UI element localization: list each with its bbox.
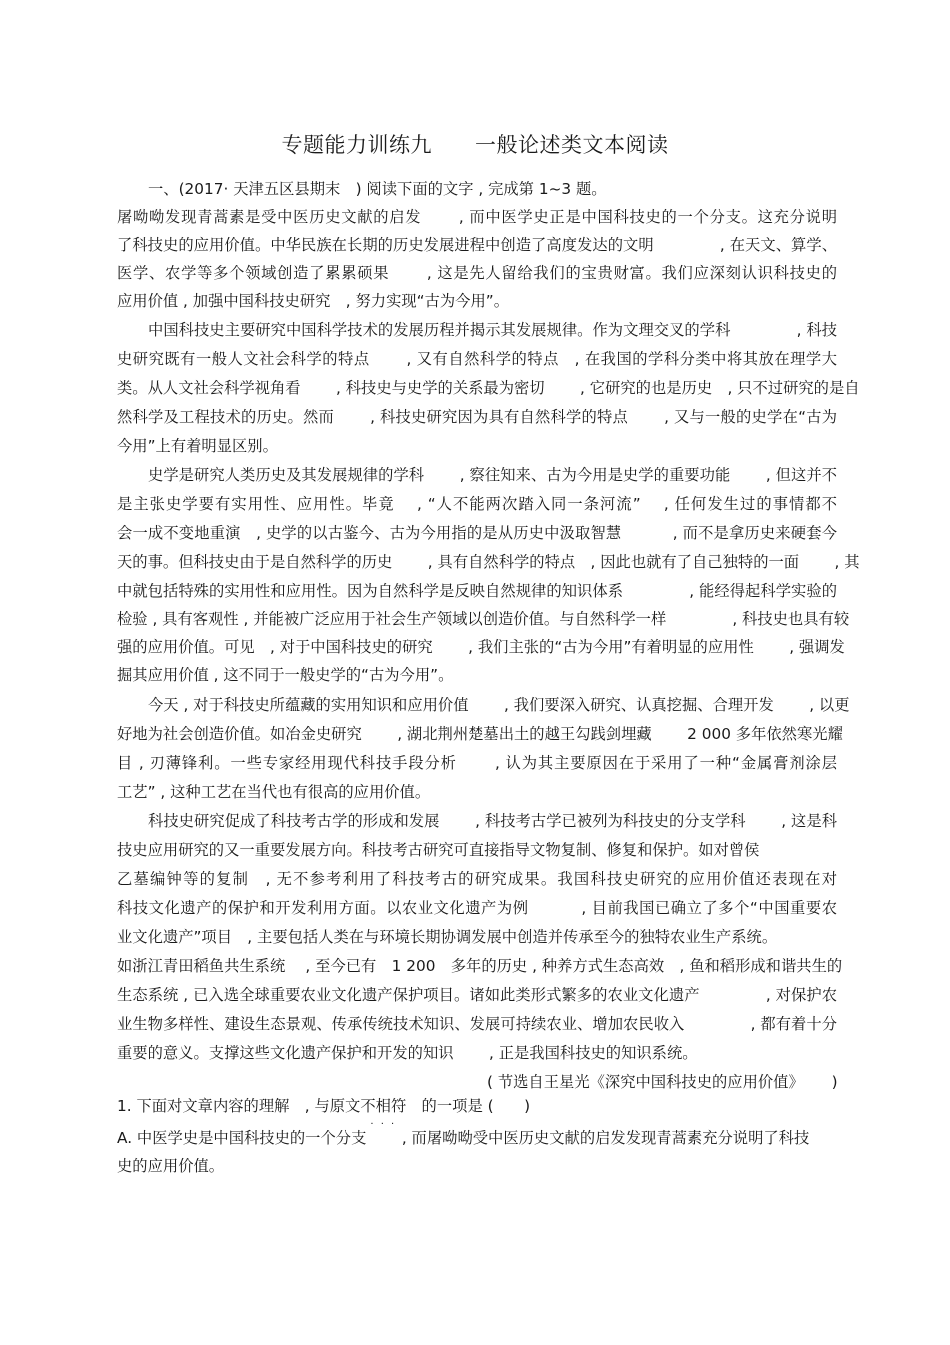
paragraph-2-line: 中国科技史主要研究中国科学技术的发展历程并揭示其发展规律。作为文理交叉的学科 , 科技 (148, 321, 837, 339)
paragraph-2-line: 史研究既有一般人文社会科学的特点 , 又有自然科学的特点 , 在我国的学科分类中将其放在理学大 (117, 350, 837, 368)
paragraph-1-line: 应用价值 , 加强中国科技史研究 , 努力实现“古为今用”。 (117, 292, 509, 310)
paragraph-5-line: 乙墓编钟等的复制 , 无不参考利用了科技考古的研究成果。我国科技史研究的应用价值还表现在对 (117, 870, 837, 888)
question-1-stem (117, 1092, 837, 1120)
paragraph-5-line: 如浙江青田稻鱼共生系统 , 至今已有 1 200 多年的历史 , 种养方式生态高效 , 鱼和稻形成和谐共生的 (117, 957, 843, 975)
paragraph-2-line: 今用”上有着明显区别。 (117, 437, 278, 455)
paragraph-5-line: 科技文化遗产的保护和开发利用方面。以农业文化遗产为例 , 目前我国已确立了多个“中国重要农 (117, 899, 837, 917)
paragraph-2-line: 然科学及工程技术的历史。然而 , 科技史研究因为具有自然科学的特点 , 又与一般的史学在“古为 (117, 408, 837, 426)
paragraph-1-line: 屠呦呦发现青蒿素是受中医历史文献的启发 , 而中医学史正是中国科技史的一个分支。这充分说明 (117, 208, 837, 226)
page-title: 专题能力训练九 一般论述类文本阅读 (281, 133, 669, 157)
paragraph-3-line: 掘其应用价值 , 这不同于一般史学的“古为今用”。 (117, 666, 454, 684)
paragraph-4-line: 工艺” , 这种工艺在当代也有很高的应用价值。 (117, 783, 431, 801)
paragraph-5-line: 重要的意义。支撑这些文化遗产保护和开发的知识 , 正是我国科技史的知识系统。 (117, 1044, 698, 1062)
paragraph-3-line: 是主张史学要有实用性、应用性。毕竟 , “人不能两次踏入同一条河流” , 任何发生过的事情都不 (117, 495, 837, 513)
paragraph-1-line: 了科技史的应用价值。中华民族在长期的历史发展进程中创造了高度发达的文明 , 在天文、算学、 (117, 236, 837, 254)
paragraph-3-line: 天的事。但科技史由于是自然科学的历史 , 具有自然科学的特点 , 因此也就有了自己独特的一面 , 其 (117, 553, 860, 571)
paragraph-5-line: 生态系统 , 已入选全球重要农业文化遗产保护项目。诸如此类形式繁多的农业文化遗产 , 对保护农 (117, 986, 837, 1004)
paragraph-4-line: 好地为社会创造价值。如冶金史研究 , 湖北荆州楚墓出土的越王勾践剑埋藏 2 000 多年依然寒光耀 (117, 725, 843, 743)
question-1-stem-after: 的一项是 ( ) (406, 1097, 531, 1115)
paragraph-3-line: 会一成不变地重演 , 史学的以古鉴今、古为今用指的是从历史中汲取智慧 , 而不是拿历史来硬套今 (117, 524, 837, 542)
paragraph-5-line: 业生物多样性、建设生态景观、传承传统技术知识、发展可持续农业、增加农民收入 , 都有着十分 (117, 1015, 837, 1033)
paragraph-3-line: 检验 , 具有客观性 , 并能被广泛应用于社会生产领域以创造价值。与自然科学一样 , 科技史也具有较 (117, 610, 850, 628)
paragraph-5-line: 科技史研究促成了科技考古学的形成和发展 , 科技考古学已被列为科技史的分支学科 , 这是科 (148, 812, 837, 830)
question-1-stem-before: 1. 下面对文章内容的理解 , 与原文 (117, 1097, 361, 1115)
source-citation: ( 节选自王星光《深究中国科技史的应用价值》 ) (487, 1073, 838, 1091)
paragraph-3-line: 强的应用价值。可见 , 对于中国科技史的研究 , 我们主张的“古为今用”有着明显的应用性 , 强调发 (117, 638, 845, 656)
paragraph-3-line: 史学是研究人类历史及其发展规律的学科 , 察往知来、古为今用是史学的重要功能 , 但这并不 (148, 466, 837, 484)
paragraph-4-line: 目 , 刃薄锋利。一些专家经用现代科技手段分析 , 认为其主要原因在于采用了一种“金属膏剂涂层 (117, 754, 837, 772)
option-a-line: A. 中医学史是中国科技史的一个分支 , 而屠呦呦受中医历史文献的启发发现青蒿素充分说明了科技 (117, 1129, 810, 1147)
paragraph-5-line: 业文化遗产”项目 , 主要包括人类在与环境长期协调发展中创造并传承至今的独特农业生产系统。 (117, 928, 778, 946)
paragraph-1-line: 医学、农学等多个领域创造了累累硕果 , 这是先人留给我们的宝贵财富。我们应深刻认识科技史的 (117, 264, 837, 282)
paragraph-5-line: 技史应用研究的又一重要发展方向。科技考古研究可直接指导文物复制、修复和保护。如对曾侯 (117, 841, 760, 859)
option-a-line: 史的应用价值。 (117, 1157, 225, 1175)
question-intro: 一、(2017· 天津五区县期末 ) 阅读下面的文字 , 完成第 1~3 题。 (148, 180, 607, 198)
paragraph-2-line: 类。从人文社会科学视角看 , 科技史与史学的关系最为密切 , 它研究的也是历史 , 只不过研究的是自 (117, 379, 860, 397)
paragraph-3-line: 中就包括特殊的实用性和应用性。因为自然科学是反映自然规律的知识体系 , 能经得起科学实验的 (117, 582, 837, 600)
emphasis-dotted-text: 不相符 · · · (360, 1097, 406, 1115)
paragraph-4-line: 今天 , 对于科技史所蕴藏的实用知识和应用价值 , 我们要深入研究、认真挖掘、合理开发 , 以更 (148, 696, 850, 714)
